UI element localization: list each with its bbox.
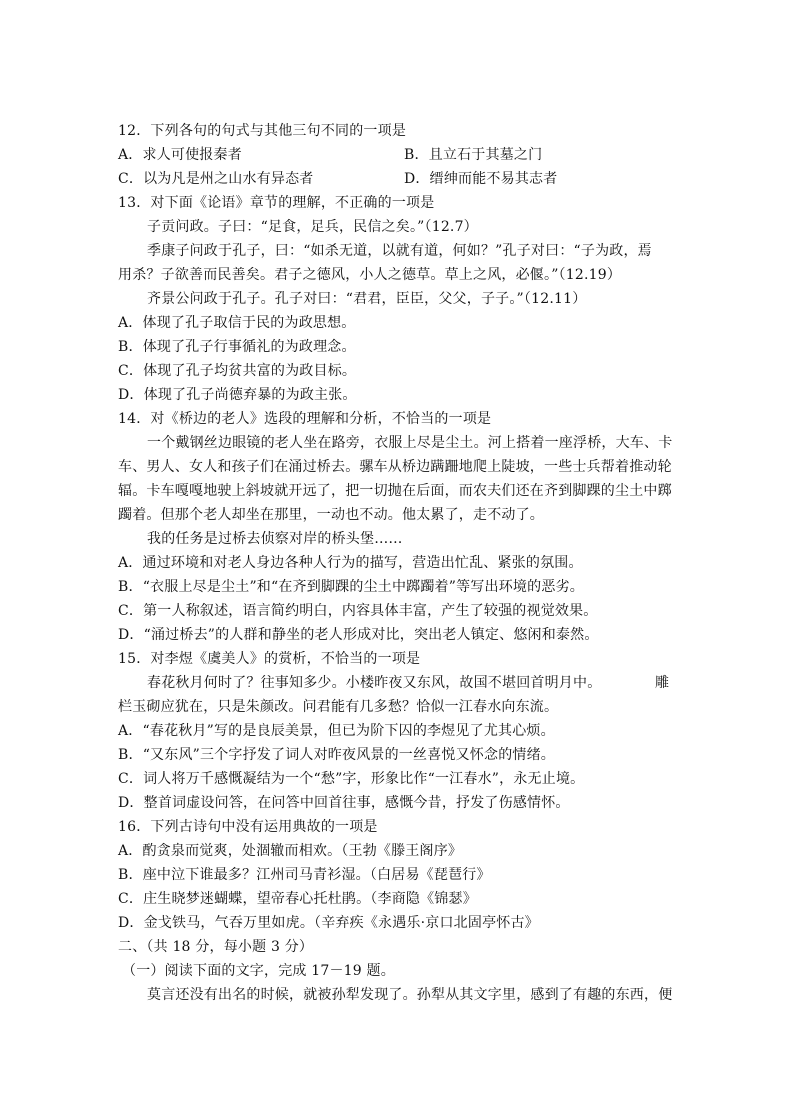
- reading-passage-line: 莫言还没有出名的时候，就被孙犁发现了。孙犁从其文字里，感到了有趣的东西，便: [147, 987, 673, 1003]
- q14-option-d: D．“涌过桥去”的人群和静坐的老人形成对比，突出老人镇定、悠闲和泰然。: [118, 627, 599, 643]
- q16-option-b: B．座中泣下谁最多？江州司马青衫湿。（白居易《琵琶行》: [118, 867, 491, 883]
- q13-option-c: C．体现了孔子均贫共富的为政目标。: [118, 363, 357, 379]
- q13-option-d: D．体现了孔子尚德弃暴的为政主张。: [118, 387, 357, 403]
- q14-option-a: A．通过环境和对老人身边各种人行为的描写，营造出忙乱、紧张的氛围。: [118, 555, 583, 571]
- q16-option-a: A．酌贪泉而觉爽，处涸辙而相欢。（王勃《滕王阁序》: [118, 843, 463, 859]
- q13-passage-line: 季康子问政于孔子，曰：“如杀无道，以就有道，何如？”孔子对曰：“子为政，焉: [147, 243, 652, 259]
- q14-stem: 14．对《桥边的老人》选段的理解和分析，不恰当的一项是: [118, 411, 492, 427]
- q15-option-c: C．词人将万千感慨凝结为一个“愁”字，形象比作“一江春水”，永无止境。: [118, 771, 585, 787]
- q13-passage-line: 用杀？子欲善而民善矣。君子之德风，小人之德草。草上之风，必偃。”（12.19）: [118, 267, 622, 283]
- q16-option-c: C．庄生晓梦迷蝴蝶，望帝春心托杜鹃。（李商隐《锦瑟》: [118, 891, 477, 907]
- q12-option-c: C．以为凡是州之山水有异态者: [118, 171, 314, 187]
- q14-passage-line: 一个戴钢丝边眼镜的老人坐在路旁，衣服上尽是尘土。河上搭着一座浮桥，大车、卡: [147, 435, 673, 451]
- q15-poem-text: 春花秋月何时了？往事知多少。小楼昨夜又东风，故国不堪回首明月中。: [147, 675, 602, 691]
- section-subtitle: （一）阅读下面的文字，完成 17－19 题。: [122, 963, 395, 979]
- q14-option-c: C．第一人称叙述，语言简约明白，内容具体丰富，产生了较强的视觉效果。: [118, 603, 598, 619]
- q16-stem: 16．下列古诗句中没有运用典故的一项是: [118, 819, 378, 835]
- q16-option-d: D．金戈铁马，气吞万里如虎。（辛弃疾《永遇乐·京口北固亭怀古》: [118, 915, 539, 931]
- q15-option-d: D．整首词虚设问答，在问答中回首往事，感慨今昔，抒发了伤感情怀。: [118, 795, 570, 811]
- q14-passage-line: 辐。卡车嘎嘎地驶上斜坡就开远了，把一切抛在后面，而农夫们还在齐到脚踝的尘土中踯: [118, 483, 672, 499]
- q13-stem: 13．对下面《论语》章节的理解，不正确的一项是: [118, 195, 435, 211]
- q15-stem: 15．对李煜《虞美人》的赏析，不恰当的一项是: [118, 651, 421, 667]
- q14-passage-line: 我的任务是过桥去侦察对岸的桥头堡……: [147, 531, 403, 547]
- q13-option-a: A．体现了孔子取信于民的为政思想。: [118, 315, 356, 331]
- q15-poem-line: [147, 672, 678, 694]
- q14-passage-line: 躅着。但那个老人却坐在那里，一动也不动。他太累了，走不动了。: [118, 507, 544, 523]
- q12-option-a: A．求人可使报秦者: [118, 147, 242, 163]
- q13-passage-line: 子贡问政。子曰：“足食，足兵，民信之矣。”（12.7）: [147, 219, 478, 235]
- section-title: 二、（共 18 分，每小题 3 分）: [118, 939, 314, 955]
- q15-option-b: B．“又东风”三个字抒发了词人对昨夜风景的一丝喜悦又怀念的情绪。: [118, 747, 556, 763]
- q12-stem: 12．下列各句的句式与其他三句不同的一项是: [118, 123, 407, 139]
- q12-options-row1: [118, 144, 678, 166]
- q14-passage-line: 车、男人、女人和孩子们在涌过桥去。骡车从桥边蹒跚地爬上陡坡，一些士兵帮着推动轮: [118, 459, 672, 475]
- q13-option-b: B．体现了孔子行事循礼的为政理念。: [118, 339, 356, 355]
- q15-poem-line: 栏玉砌应犹在，只是朱颜改。问君能有几多愁？恰似一江春水向东流。: [118, 699, 559, 715]
- q15-poem-line-end: 雕: [655, 675, 670, 691]
- q12-option-d: D．缙绅而能不易其志者: [404, 171, 558, 187]
- q13-passage-line: 齐景公问政于孔子。孔子对曰：“君君，臣臣，父父，子子。”（12.11）: [147, 291, 587, 307]
- q15-option-a: A．“春花秋月”写的是良辰美景，但已为阶下囚的李煜见了尤其心烦。: [118, 723, 555, 739]
- q14-option-b: B．“衣服上尽是尘土”和“在齐到脚踝的尘土中踯躅着”等写出环境的恶劣。: [118, 579, 584, 595]
- q12-option-b: B．且立石于其墓之门: [404, 147, 543, 163]
- q12-options-row2: [118, 168, 678, 190]
